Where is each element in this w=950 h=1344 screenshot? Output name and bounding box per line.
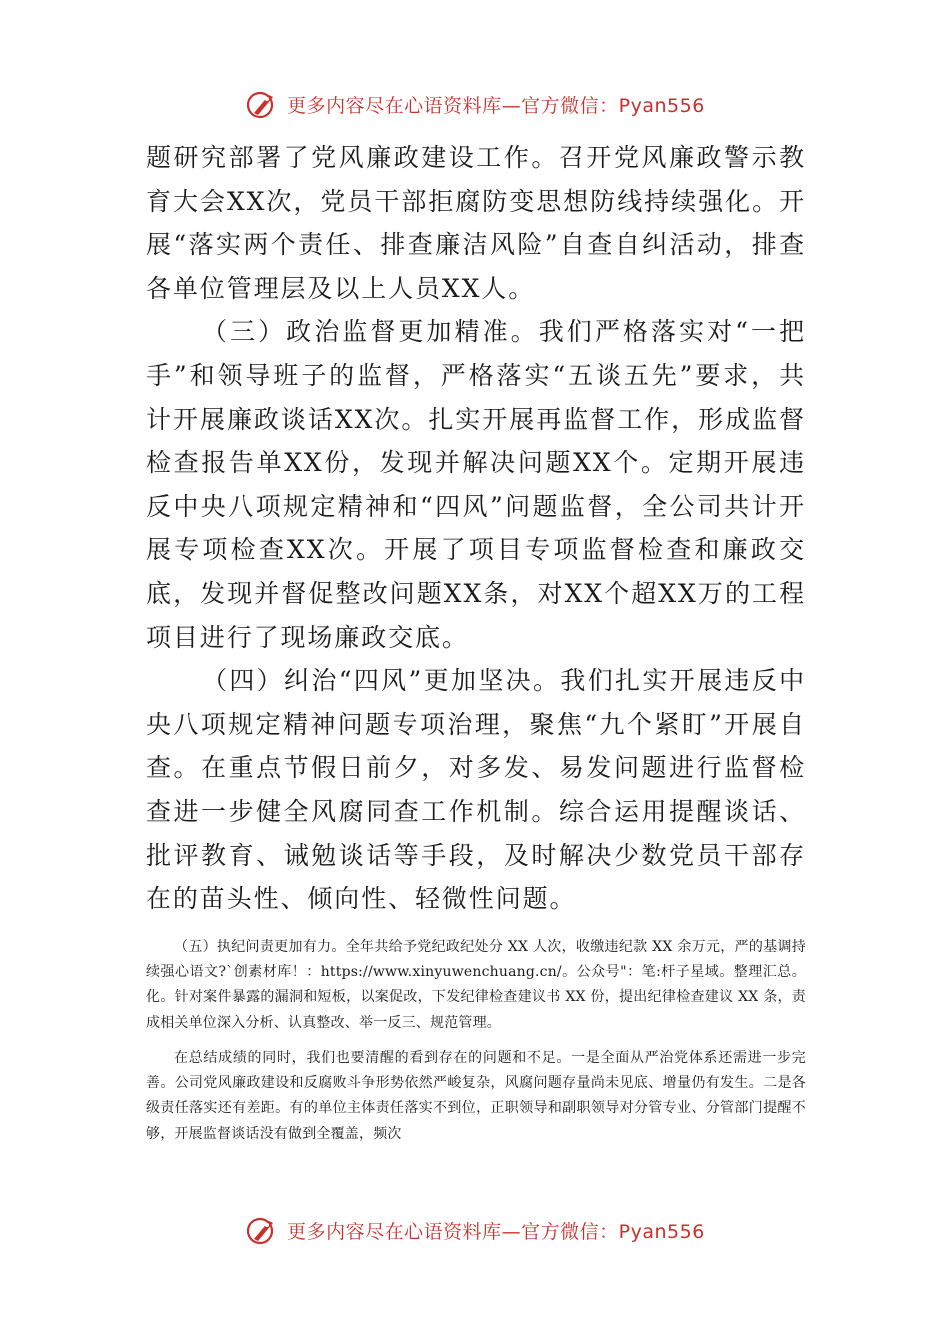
banner-text: 更多内容尽在心语资料库—官方微信：Pyan556 bbox=[287, 1220, 705, 1243]
pen-nib-logo-icon bbox=[245, 1213, 279, 1247]
document-body bbox=[146, 136, 806, 1147]
paragraph-continuation: 题研究部署了党风廉政建设工作。召开党风廉政警示教育大会XX次，党员干部拒腐防变思想防线持续强化。开展“落实两个责任、排查廉洁风险”自查自纠活动，排查各单位管理层及以上人员XX人。 bbox=[146, 143, 806, 303]
paragraph-accountability: （五）执纪问责更加有力。全年共给予党纪政纪处分 XX 人次，收缴违纪款 XX 余万元，严的基调持续强心语文?`创素材库！：https://www.xinyuwenchuang.cn/。公众号"：笔:杆子星域。整理汇总。化。针对案件暴露的漏洞和短板，以案促改，下发纪律检查建议书 XX 份，提出纪律检查建议 XX 条，责成相关单位深入分析、认真整改、举一反三、规范管理。 bbox=[146, 938, 806, 1031]
paragraph-four-winds: （四）纠治“四风”更加坚决。我们扎实开展违反中央八项规定精神问题专项治理，聚焦“九个紧盯”开展自查。在重点节假日前夕，对多发、易发问题进行监督检查进一步健全风腐同查工作机制。综合运用提醒谈话、批评教育、诫勉谈话等手段，及时解决少数党员干部存在的苗头性、倾向性、轻微性问题。 bbox=[146, 666, 806, 914]
small-text-section bbox=[146, 935, 806, 1147]
footer-banner bbox=[0, 1210, 950, 1250]
paragraph-problems: 在总结成绩的同时，我们也要清醒的看到存在的问题和不足。一是全面从严治党体系还需进一步完善。公司党风廉政建设和反腐败斗争形势依然严峻复杂，风腐问题存量尚未见底、增量仍有发生。二是各级责任落实还有差距。有的单位主体责任落实不到位，正职领导和副职领导对分管专业、分管部门提醒不够，开展监督谈话没有做到全覆盖，频次 bbox=[146, 1049, 806, 1142]
pen-nib-logo-icon bbox=[245, 87, 279, 121]
banner-text: 更多内容尽在心语资料库—官方微信：Pyan556 bbox=[287, 94, 705, 117]
header-banner bbox=[0, 84, 950, 124]
paragraph-political-supervision: （三）政治监督更加精准。我们严格落实对“一把手”和领导班子的监督，严格落实“五谈五先”要求，共计开展廉政谈话XX次。扎实开展再监督工作，形成监督检查报告单XX份，发现并解决问题XX个。定期开展违反中央八项规定精神和“四风”问题监督，全公司共计开展专项检查XX次。开展了项目专项监督检查和廉政交底，发现并督促整改问题XX条，对XX个超XX万的工程项目进行了现场廉政交底。 bbox=[146, 317, 806, 652]
main-text-section bbox=[146, 136, 806, 921]
